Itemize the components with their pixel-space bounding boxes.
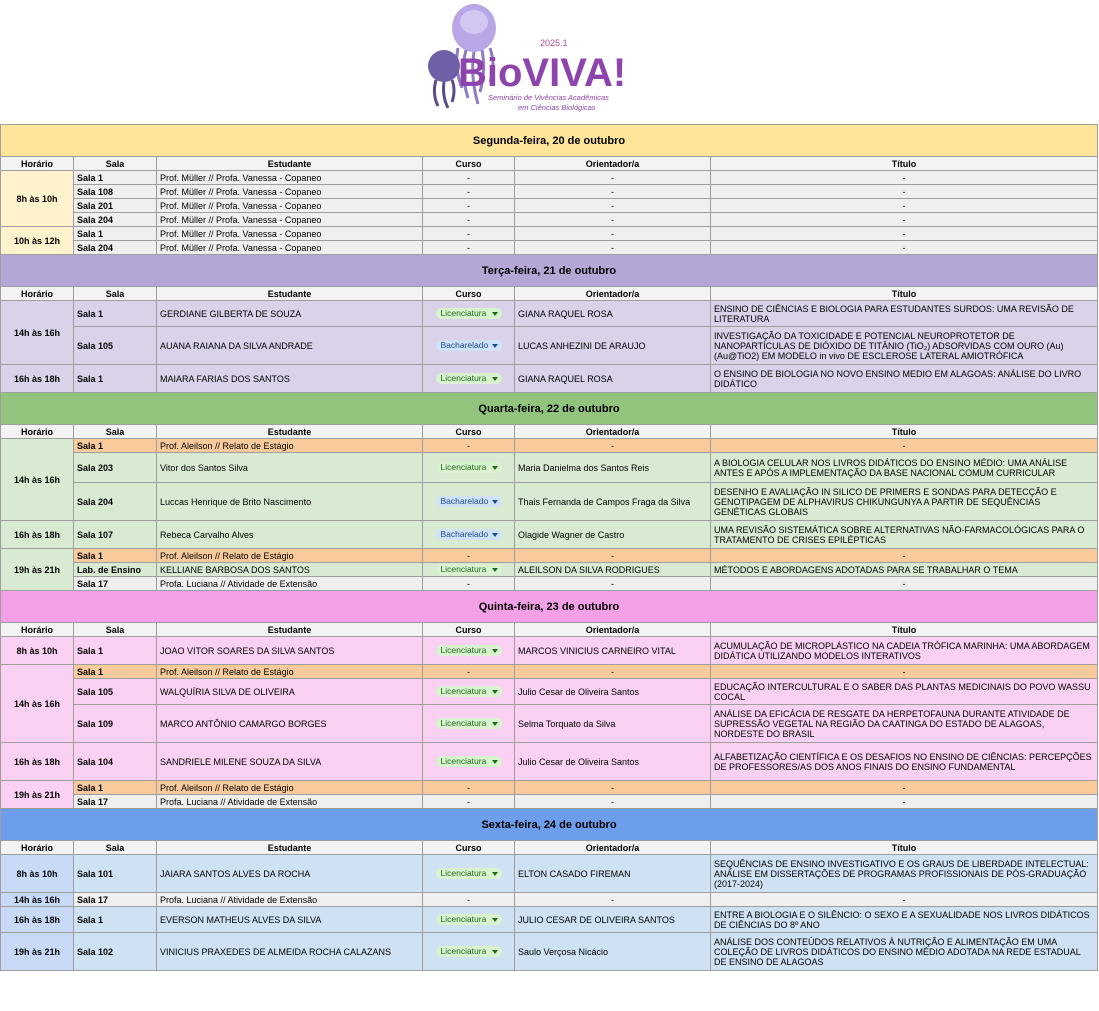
time-slot: 16h às 18h	[1, 743, 74, 781]
course-label: Licenciatura	[440, 373, 487, 383]
course-dropdown[interactable]	[436, 645, 502, 656]
column-header: Estudante	[157, 841, 423, 855]
room-cell: Sala 1	[74, 227, 157, 241]
course-cell	[423, 521, 515, 549]
student-cell: Rebeca Carvalho Alves	[157, 521, 423, 549]
course-dropdown[interactable]	[436, 340, 502, 351]
time-slot: 8h às 10h	[1, 855, 74, 893]
chevron-down-icon	[492, 500, 498, 504]
session-row	[1, 577, 1098, 591]
title-cell: -	[711, 893, 1098, 907]
advisor-cell: -	[515, 795, 711, 809]
course-dropdown[interactable]	[436, 914, 502, 925]
student-cell: Prof. Aleilson // Relato de Estágio	[157, 665, 423, 679]
room-cell: Sala 17	[74, 795, 157, 809]
course-label: Licenciatura	[440, 718, 487, 728]
advisor-cell: GIANA RAQUEL ROSA	[515, 365, 711, 393]
column-header: Sala	[74, 623, 157, 637]
column-header: Curso	[423, 425, 515, 439]
student-cell: JOAO VITOR SOARES DA SILVA SANTOS	[157, 637, 423, 665]
session-row	[1, 893, 1098, 907]
session-row	[1, 637, 1098, 665]
title-cell: ALFABETIZAÇÃO CIENTÍFICA E OS DESAFIOS NO ENSINO DE CIÊNCIAS: PERCEPÇÕES DE PROFESSORES/AS DOS ANOS FINAIS DO ENSINO FUNDAMENTAL	[711, 743, 1098, 781]
room-cell: Sala 1	[74, 907, 157, 933]
session-row	[1, 665, 1098, 679]
title-cell: -	[711, 213, 1098, 227]
day-title: Terça-feira, 21 de outubro	[1, 255, 1098, 287]
column-header: Título	[711, 841, 1098, 855]
title-cell: EDUCAÇÃO INTERCULTURAL E O SABER DAS PLANTAS MEDICINAIS DO POVO WASSU COCAL	[711, 679, 1098, 705]
day-header-row	[1, 393, 1098, 425]
course-dropdown[interactable]	[436, 496, 502, 507]
course-label: Bacharelado	[440, 496, 489, 506]
session-row	[1, 199, 1098, 213]
course-cell	[423, 855, 515, 893]
course-cell: -	[423, 549, 515, 563]
column-header: Orientador/a	[515, 287, 711, 301]
course-dropdown[interactable]	[436, 718, 502, 729]
room-cell: Sala 204	[74, 213, 157, 227]
title-cell: ANÁLISE DA EFICÁCIA DE RESGATE DA HERPETOFAUNA DURANTE ATIVIDADE DE SUPRESSÃO VEGETAL NA REGIÃO DA CAATINGA DO ESTADO DE ALAGOAS, NORDESTE DO BRASIL	[711, 705, 1098, 743]
course-cell	[423, 679, 515, 705]
session-row	[1, 171, 1098, 185]
course-dropdown[interactable]	[436, 946, 502, 957]
student-cell: Vitor dos Santos Silva	[157, 453, 423, 483]
course-dropdown[interactable]	[436, 686, 502, 697]
event-logo	[340, 0, 708, 124]
time-slot: 16h às 18h	[1, 907, 74, 933]
student-cell: Prof. Müller // Profa. Vanessa - Copaneo	[157, 241, 423, 255]
student-cell: Luccas Henrique de Brito Nascimento	[157, 483, 423, 521]
title-cell: O ENSINO DE BIOLOGIA NO NOVO ENSINO MEDIO EM ALAGOAS: ANÁLISE DO LIVRO DIDÁTICO	[711, 365, 1098, 393]
advisor-cell: ELTON CASADO FIREMAN	[515, 855, 711, 893]
column-header-row	[1, 623, 1098, 637]
chevron-down-icon	[492, 312, 498, 316]
advisor-cell: -	[515, 185, 711, 199]
course-cell: -	[423, 241, 515, 255]
time-slot: 14h às 16h	[1, 893, 74, 907]
title-cell: -	[711, 665, 1098, 679]
student-cell: Profa. Luciana // Atividade de Extensão	[157, 577, 423, 591]
advisor-cell: -	[515, 199, 711, 213]
column-header: Orientador/a	[515, 841, 711, 855]
svg-text:2025.1: 2025.1	[540, 38, 568, 48]
title-cell: -	[711, 439, 1098, 453]
title-cell: -	[711, 199, 1098, 213]
course-cell	[423, 327, 515, 365]
course-cell: -	[423, 577, 515, 591]
chevron-down-icon	[492, 533, 498, 537]
course-dropdown[interactable]	[436, 529, 502, 540]
student-cell: Profa. Luciana // Atividade de Extensão	[157, 893, 423, 907]
session-row	[1, 227, 1098, 241]
course-cell: -	[423, 199, 515, 213]
room-cell: Sala 1	[74, 365, 157, 393]
time-slot: 16h às 18h	[1, 521, 74, 549]
title-cell: A BIOLOGIA CELULAR NOS LIVROS DIDÁTICOS DO ENSINO MÉDIO: UMA ANÁLISE ANTES E APÓS A IMPLEMENTAÇÃO DA BASE NACIONAL COMUM CURRICULAR	[711, 453, 1098, 483]
title-cell: ENTRE A BIOLOGIA E O SILÊNCIO: O SEXO E A SEXUALIDADE NOS LIVROS DIDÁTICOS DE CIÊNCIAS DO 8º ANO	[711, 907, 1098, 933]
advisor-cell: -	[515, 227, 711, 241]
column-header: Orientador/a	[515, 425, 711, 439]
room-cell: Sala 1	[74, 301, 157, 327]
jellyfish-icon	[340, 0, 708, 124]
student-cell: KELLIANE BARBOSA DOS SANTOS	[157, 563, 423, 577]
time-slot: 16h às 18h	[1, 365, 74, 393]
room-cell: Sala 17	[74, 577, 157, 591]
student-cell: Prof. Müller // Profa. Vanessa - Copaneo	[157, 171, 423, 185]
day-title: Quinta-feira, 23 de outubro	[1, 591, 1098, 623]
advisor-cell: Selma Torquato da Silva	[515, 705, 711, 743]
student-cell: MAIARA FARIAS DOS SANTOS	[157, 365, 423, 393]
advisor-cell: Olagide Wagner de Castro	[515, 521, 711, 549]
course-dropdown[interactable]	[436, 308, 502, 319]
column-header-row	[1, 425, 1098, 439]
student-cell: SANDRIELE MILENE SOUZA DA SILVA	[157, 743, 423, 781]
title-cell: ACUMULAÇÃO DE MICROPLÁSTICO NA CADEIA TRÓFICA MARINHA: UMA ABORDAGEM DIDÁTICA UTILIZANDO MODELOS INTERATIVOS	[711, 637, 1098, 665]
column-header: Título	[711, 623, 1098, 637]
student-cell: Prof. Aleilson // Relato de Estágio	[157, 781, 423, 795]
session-row	[1, 185, 1098, 199]
course-cell	[423, 365, 515, 393]
room-cell: Sala 102	[74, 933, 157, 971]
session-row	[1, 327, 1098, 365]
room-cell: Sala 17	[74, 893, 157, 907]
day-header-row	[1, 809, 1098, 841]
course-label: Licenciatura	[440, 645, 487, 655]
session-row	[1, 563, 1098, 577]
svg-text:em Ciências Biológicas: em Ciências Biológicas	[518, 103, 596, 112]
course-cell: -	[423, 439, 515, 453]
advisor-cell: Julio Cesar de Oliveira Santos	[515, 743, 711, 781]
day-header-row	[1, 591, 1098, 623]
column-header: Estudante	[157, 623, 423, 637]
advisor-cell: ALEILSON DA SILVA RODRIGUES	[515, 563, 711, 577]
room-cell: Sala 203	[74, 453, 157, 483]
title-cell: -	[711, 171, 1098, 185]
student-cell: Prof. Aleilson // Relato de Estágio	[157, 549, 423, 563]
advisor-cell: -	[515, 171, 711, 185]
room-cell: Sala 1	[74, 549, 157, 563]
advisor-cell: -	[515, 439, 711, 453]
advisor-cell: -	[515, 893, 711, 907]
course-label: Licenciatura	[440, 914, 487, 924]
svg-text:BioVIVA!: BioVIVA!	[458, 51, 627, 95]
title-cell: -	[711, 577, 1098, 591]
course-dropdown[interactable]	[436, 564, 502, 575]
chevron-down-icon	[492, 649, 498, 653]
student-cell: VINICIUS PRAXEDES DE ALMEIDA ROCHA CALAZANS	[157, 933, 423, 971]
column-header: Sala	[74, 425, 157, 439]
course-cell: -	[423, 795, 515, 809]
course-cell: -	[423, 781, 515, 795]
title-cell: -	[711, 227, 1098, 241]
chevron-down-icon	[492, 344, 498, 348]
column-header: Título	[711, 157, 1098, 171]
column-header: Sala	[74, 287, 157, 301]
chevron-down-icon	[492, 568, 498, 572]
course-cell	[423, 301, 515, 327]
student-cell: Prof. Müller // Profa. Vanessa - Copaneo	[157, 227, 423, 241]
room-cell: Sala 108	[74, 185, 157, 199]
room-cell: Sala 109	[74, 705, 157, 743]
advisor-cell: Maria Danielma dos Santos Reis	[515, 453, 711, 483]
student-cell: EVERSON MATHEUS ALVES DA SILVA	[157, 907, 423, 933]
course-label: Licenciatura	[440, 686, 487, 696]
course-cell	[423, 637, 515, 665]
course-cell	[423, 743, 515, 781]
course-label: Licenciatura	[440, 868, 487, 878]
chevron-down-icon	[492, 722, 498, 726]
title-cell: -	[711, 549, 1098, 563]
title-cell: DESENHO E AVALIAÇÃO IN SILICO DE PRIMERS E SONDAS PARA DETECÇÃO E GENOTIPAGEM DE ALPHAVIRUS CHIKUNGUNYA A PARTIR DE SEQUÊNCIAS GENÉTICAS GLOBAIS	[711, 483, 1098, 521]
student-cell: Prof. Müller // Profa. Vanessa - Copaneo	[157, 213, 423, 227]
room-cell: Sala 201	[74, 199, 157, 213]
session-row	[1, 549, 1098, 563]
column-header: Curso	[423, 841, 515, 855]
course-label: Licenciatura	[440, 462, 487, 472]
course-cell: -	[423, 185, 515, 199]
room-cell: Sala 204	[74, 241, 157, 255]
time-slot: 8h às 10h	[1, 171, 74, 227]
course-label: Bacharelado	[440, 529, 489, 539]
day-header-row	[1, 255, 1098, 287]
student-cell: Prof. Müller // Profa. Vanessa - Copaneo	[157, 199, 423, 213]
session-row	[1, 933, 1098, 971]
column-header: Orientador/a	[515, 157, 711, 171]
room-cell: Lab. de Ensino	[74, 563, 157, 577]
session-row	[1, 679, 1098, 705]
advisor-cell: Saulo Verçosa Nicácio	[515, 933, 711, 971]
column-header: Horário	[1, 623, 74, 637]
room-cell: Sala 101	[74, 855, 157, 893]
session-row	[1, 743, 1098, 781]
session-row	[1, 241, 1098, 255]
advisor-cell: MARCOS VINICIUS CARNEIRO VITAL	[515, 637, 711, 665]
advisor-cell: LUCAS ANHEZINI DE ARAUJO	[515, 327, 711, 365]
column-header: Orientador/a	[515, 623, 711, 637]
room-cell: Sala 1	[74, 781, 157, 795]
room-cell: Sala 105	[74, 679, 157, 705]
advisor-cell: -	[515, 213, 711, 227]
time-slot: 14h às 16h	[1, 439, 74, 521]
student-cell: JAIARA SANTOS ALVES DA ROCHA	[157, 855, 423, 893]
session-row	[1, 301, 1098, 327]
student-cell: WALQUÍRIA SILVA DE OLIVEIRA	[157, 679, 423, 705]
advisor-cell: GIANA RAQUEL ROSA	[515, 301, 711, 327]
room-cell: Sala 1	[74, 439, 157, 453]
session-row	[1, 521, 1098, 549]
session-row	[1, 907, 1098, 933]
day-title: Segunda-feira, 20 de outubro	[1, 125, 1098, 157]
time-slot: 19h às 21h	[1, 933, 74, 971]
course-cell: -	[423, 213, 515, 227]
advisor-cell: -	[515, 665, 711, 679]
column-header: Horário	[1, 841, 74, 855]
advisor-cell: JULIO CESAR DE OLIVEIRA SANTOS	[515, 907, 711, 933]
course-cell	[423, 453, 515, 483]
column-header: Curso	[423, 157, 515, 171]
chevron-down-icon	[492, 377, 498, 381]
column-header: Sala	[74, 841, 157, 855]
column-header-row	[1, 287, 1098, 301]
day-header-row	[1, 125, 1098, 157]
course-label: Licenciatura	[440, 308, 487, 318]
time-slot: 14h às 16h	[1, 665, 74, 743]
chevron-down-icon	[492, 950, 498, 954]
room-cell: Sala 104	[74, 743, 157, 781]
session-row	[1, 855, 1098, 893]
student-cell: Prof. Müller // Profa. Vanessa - Copaneo	[157, 185, 423, 199]
course-cell	[423, 705, 515, 743]
time-slot: 19h às 21h	[1, 781, 74, 809]
chevron-down-icon	[492, 918, 498, 922]
day-title: Sexta-feira, 24 de outubro	[1, 809, 1098, 841]
title-cell: INVESTIGAÇÃO DA TOXICIDADE E POTENCIAL NEUROPROTETOR DE NANOPARTÍCULAS DE DIÓXIDO DE TITÂNIO (TiO₂) ADSORVIDAS COM OURO (Au) (Au@TiO2) EM MODELO in vivo DE ESCLEROSE LATERAL AMIOTRÓFICA	[711, 327, 1098, 365]
title-cell: MÉTODOS E ABORDAGENS ADOTADAS PARA SE TRABALHAR O TEMA	[711, 563, 1098, 577]
chevron-down-icon	[492, 466, 498, 470]
course-label: Licenciatura	[440, 756, 487, 766]
column-header: Estudante	[157, 425, 423, 439]
title-cell: -	[711, 241, 1098, 255]
course-cell	[423, 483, 515, 521]
column-header: Horário	[1, 287, 74, 301]
advisor-cell: Julio Cesar de Oliveira Santos	[515, 679, 711, 705]
session-row	[1, 453, 1098, 483]
student-cell: GERDIANE GILBERTA DE SOUZA	[157, 301, 423, 327]
column-header: Título	[711, 287, 1098, 301]
column-header: Sala	[74, 157, 157, 171]
chevron-down-icon	[492, 872, 498, 876]
session-row	[1, 213, 1098, 227]
room-cell: Sala 1	[74, 637, 157, 665]
course-cell: -	[423, 171, 515, 185]
column-header: Horário	[1, 157, 74, 171]
course-dropdown[interactable]	[436, 868, 502, 879]
session-row	[1, 365, 1098, 393]
session-row	[1, 483, 1098, 521]
room-cell: Sala 105	[74, 327, 157, 365]
time-slot: 19h às 21h	[1, 549, 74, 591]
chevron-down-icon	[492, 690, 498, 694]
course-cell: -	[423, 227, 515, 241]
course-label: Bacharelado	[440, 340, 489, 350]
student-cell: Profa. Luciana // Atividade de Extensão	[157, 795, 423, 809]
student-cell: AUANA RAIANA DA SILVA ANDRADE	[157, 327, 423, 365]
time-slot: 10h às 12h	[1, 227, 74, 255]
column-header: Estudante	[157, 157, 423, 171]
column-header-row	[1, 841, 1098, 855]
column-header-row	[1, 157, 1098, 171]
advisor-cell: -	[515, 549, 711, 563]
room-cell: Sala 1	[74, 171, 157, 185]
column-header: Título	[711, 425, 1098, 439]
title-cell: -	[711, 185, 1098, 199]
course-dropdown[interactable]	[436, 373, 502, 384]
svg-text:Seminário de Vivências Acadêmi: Seminário de Vivências Acadêmicas	[488, 93, 609, 102]
session-row	[1, 795, 1098, 809]
course-cell	[423, 933, 515, 971]
course-dropdown[interactable]	[436, 462, 502, 473]
room-cell: Sala 1	[74, 665, 157, 679]
course-cell: -	[423, 665, 515, 679]
course-cell: -	[423, 893, 515, 907]
session-row	[1, 705, 1098, 743]
time-slot: 8h às 10h	[1, 637, 74, 665]
time-slot: 14h às 16h	[1, 301, 74, 365]
course-label: Licenciatura	[440, 564, 487, 574]
room-cell: Sala 204	[74, 483, 157, 521]
session-row	[1, 439, 1098, 453]
column-header: Estudante	[157, 287, 423, 301]
title-cell: SEQUÊNCIAS DE ENSINO INVESTIGATIVO E OS GRAUS DE LIBERDADE INTELECTUAL: ANÁLISE EM DISSERTAÇÕES DE PROGRAMAS PROFISSIONAIS DE PÓS-GRADUAÇÃO (2017-2024)	[711, 855, 1098, 893]
title-cell: UMA REVISÃO SISTEMÁTICA SOBRE ALTERNATIVAS NÃO-FARMACOLÓGICAS PARA O TRATAMENTO DE CRISES EPILÉPTICAS	[711, 521, 1098, 549]
advisor-cell: Thais Fernanda de Campos Fraga da Silva	[515, 483, 711, 521]
column-header: Curso	[423, 287, 515, 301]
schedule-table	[0, 124, 1098, 971]
column-header: Horário	[1, 425, 74, 439]
chevron-down-icon	[492, 760, 498, 764]
title-cell: ANÁLISE DOS CONTEÚDOS RELATIVOS À NUTRIÇÃO E ALIMENTAÇÃO EM UMA COLEÇÃO DE LIVROS DIDÁTICOS DO ENSINO MÉDIO ADOTADA NA REDE ESTADUAL DE ENSINO DE ALAGOAS	[711, 933, 1098, 971]
session-row	[1, 781, 1098, 795]
advisor-cell: -	[515, 241, 711, 255]
course-dropdown[interactable]	[436, 756, 502, 767]
title-cell: ENSINO DE CIÊNCIAS E BIOLOGIA PARA ESTUDANTES SURDOS: UMA REVISÃO DE LITERATURA	[711, 301, 1098, 327]
advisor-cell: -	[515, 781, 711, 795]
day-title: Quarta-feira, 22 de outubro	[1, 393, 1098, 425]
course-cell	[423, 907, 515, 933]
column-header: Curso	[423, 623, 515, 637]
student-cell: Prof. Aleilson // Relato de Estágio	[157, 439, 423, 453]
student-cell: MARCO ANTÔNIO CAMARGO BORGES	[157, 705, 423, 743]
course-cell	[423, 563, 515, 577]
course-label: Licenciatura	[440, 946, 487, 956]
title-cell: -	[711, 781, 1098, 795]
room-cell: Sala 107	[74, 521, 157, 549]
title-cell: -	[711, 795, 1098, 809]
advisor-cell: -	[515, 577, 711, 591]
